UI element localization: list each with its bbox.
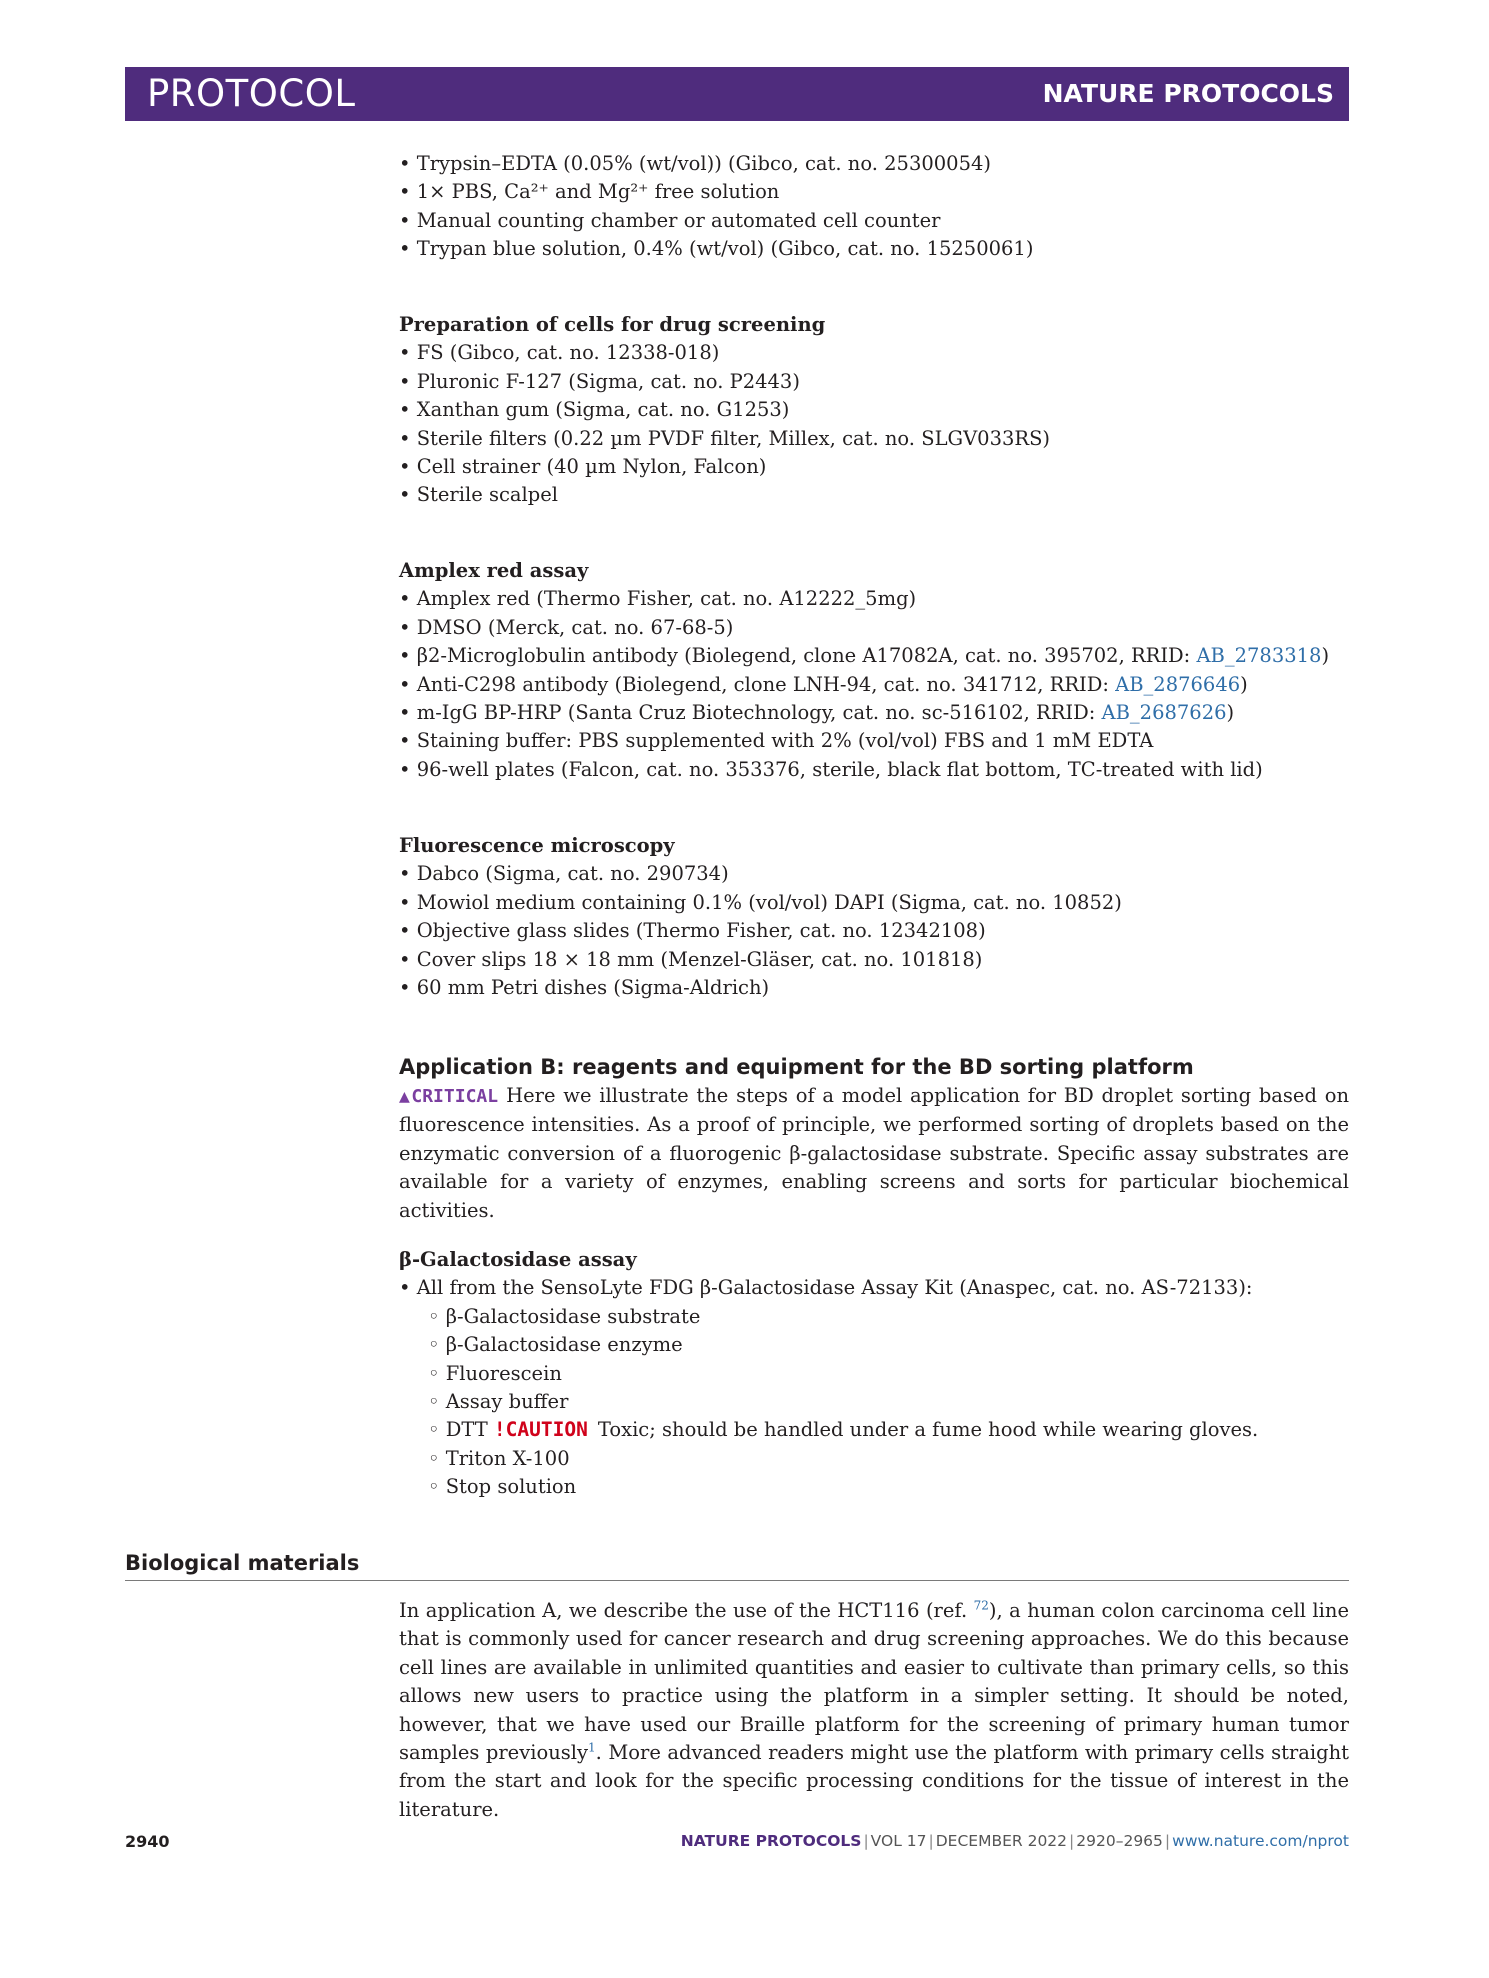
sub-list-item: [399, 1416, 1349, 1444]
caution-label: !CAUTION: [493, 1418, 588, 1442]
para-text: In application A, we describe the use of the HCT116 (ref.: [399, 1599, 974, 1622]
close-paren: ): [1321, 644, 1330, 668]
critical-label: ▲CRITICAL: [399, 1086, 499, 1107]
list-item: • Trypan blue solution, 0.4% (wt/vol) (Gibco, cat. no. 15250061): [399, 237, 1034, 261]
list-item: • Trypsin–EDTA (0.05% (wt/vol)) (Gibco, cat. no. 25300054): [399, 152, 991, 175]
close-paren: ): [1226, 701, 1235, 725]
prep-section: [399, 311, 1349, 510]
sub-list-item: ◦ Triton X-100: [428, 1446, 570, 1470]
section-title: Fluorescence microscopy: [399, 834, 675, 857]
item-text: ◦ DTT: [428, 1418, 488, 1442]
application-b-section: [399, 1052, 1349, 1225]
list-item: • Sterile filters (0.22 µm PVDF filter, Millex, cat. no. SLGV033RS): [399, 426, 1051, 450]
rrid-link[interactable]: AB_2876646: [1115, 672, 1241, 696]
header-bar: [125, 67, 1349, 121]
separator: |: [928, 1832, 934, 1850]
citation-link[interactable]: 72: [973, 1598, 989, 1613]
list-item: • Sterile scalpel: [399, 483, 559, 507]
section-label: PROTOCOL: [147, 72, 356, 115]
rrid-link[interactable]: AB_2687626: [1101, 701, 1227, 725]
para-text: ), a human colon carcinoma cell line that is commonly used for cancer research and drug screening approaches. We do this because cell lines are available in unlimited quantities and easier to cultivate than primary cells, so this allows new users to practice using the platform in a simpler setting. It should be noted, however, that we have used our Braille platform for the screening of primary human tumor samples previously: [399, 1599, 1350, 1765]
section-title: Preparation of cells for drug screening: [399, 313, 826, 336]
amplex-section: [399, 557, 1349, 784]
item-text: • Anti-C298 antibody (Biolegend, clone LNH-94, cat. no. 341712, RRID:: [399, 672, 1116, 696]
footer-url-link[interactable]: www.nature.com/nprot: [1172, 1832, 1349, 1850]
page-number: 2940: [125, 1832, 170, 1851]
section-title: β-Galactosidase assay: [399, 1248, 637, 1271]
list-item: • Dabco (Sigma, cat. no. 290734): [399, 862, 729, 886]
list-item: • 96-well plates (Falcon, cat. no. 353376, sterile, black flat bottom, TC-treated with lid): [399, 757, 1263, 781]
sub-list-item: ◦ Stop solution: [428, 1475, 577, 1499]
separator: |: [863, 1832, 869, 1850]
separator: |: [1069, 1832, 1075, 1850]
caution-text: Toxic; should be handled under a fume hood while wearing gloves.: [597, 1418, 1259, 1442]
list-item: • Cell strainer (40 µm Nylon, Falcon): [399, 455, 767, 479]
list-item: • Amplex red (Thermo Fisher, cat. no. A12222_5mg): [399, 587, 917, 611]
bio-section: [399, 1597, 1349, 1824]
para-text: . More advanced readers might use the platform with primary cells straight from the start and look for the specific processing conditions for the tissue of interest in the literature.: [399, 1741, 1349, 1821]
list-item: • 60 mm Petri dishes (Sigma-Aldrich): [399, 976, 770, 1000]
sub-list-item: ◦ β-Galactosidase enzyme: [428, 1333, 683, 1357]
list-item: [399, 642, 1349, 670]
citation-link[interactable]: 1: [588, 1740, 596, 1755]
section-title: Amplex red assay: [399, 559, 589, 582]
sub-list-item: ◦ Fluorescein: [428, 1361, 562, 1385]
sub-list-item: ◦ β-Galactosidase substrate: [428, 1304, 701, 1328]
item-text: • β2-Microglobulin antibody (Biolegend, clone A17082A, cat. no. 395702, RRID:: [399, 644, 1197, 668]
list-item: • Xanthan gum (Sigma, cat. no. G1253): [399, 398, 790, 422]
bgal-section: [399, 1246, 1349, 1502]
list-item: • Staining buffer: PBS supplemented with 2% (vol/vol) FBS and 1 mM EDTA: [399, 729, 1154, 753]
list-item: • Objective glass slides (Thermo Fisher, cat. no. 12342108): [399, 919, 986, 943]
list-item: • FS (Gibco, cat. no. 12338-018): [399, 341, 720, 365]
critical-paragraph: [399, 1082, 1349, 1225]
footer-volume: VOL 17: [870, 1832, 927, 1850]
list-item: • Mowiol medium containing 0.1% (vol/vol) DAPI (Sigma, cat. no. 10852): [399, 890, 1122, 914]
critical-text: Here we illustrate the steps of a model application for BD droplet sorting based on fluorescence intensities. As a proof of principle, we performed sorting of droplets based on the enzymatic conversion of a fluorogenic β-galactosidase substrate. Specific assay substrates are available for a variety of enzymes, enabling screens and sorts for particular biochemical activities.: [399, 1084, 1349, 1222]
rrid-link[interactable]: AB_2783318: [1196, 644, 1322, 668]
separator: |: [1164, 1832, 1171, 1850]
footer-pages: 2920–2965: [1076, 1832, 1163, 1850]
subsection-title: Application B: reagents and equipment for the BD sorting platform: [399, 1055, 1194, 1079]
list-item: • Pluronic F-127 (Sigma, cat. no. P2443): [399, 369, 800, 393]
fluor-section: [399, 832, 1349, 1002]
list-item: • Manual counting chamber or automated cell counter: [399, 208, 941, 232]
list-item: [399, 699, 1349, 727]
body-paragraph: [399, 1597, 1349, 1824]
footer-citation: [681, 1832, 1349, 1850]
close-paren: ): [1240, 672, 1248, 696]
journal-name: NATURE PROTOCOLS: [1042, 79, 1334, 108]
reagent-list-top: [399, 150, 1349, 264]
list-item: • Cover slips 18 × 18 mm (Menzel-Gläser, cat. no. 101818): [399, 947, 983, 971]
list-item: • All from the SensoLyte FDG β-Galactosidase Assay Kit (Anaspec, cat. no. AS-72133):: [399, 1276, 1253, 1300]
item-text: • m-IgG BP-HRP (Santa Cruz Biotechnology, cat. no. sc-516102, RRID:: [399, 701, 1102, 725]
footer-date: DECEMBER 2022: [935, 1832, 1068, 1850]
sub-list-item: ◦ Assay buffer: [428, 1390, 569, 1414]
list-item: • 1× PBS, Ca²⁺ and Mg²⁺ free solution: [399, 180, 780, 204]
list-item: [399, 671, 1349, 699]
list-item: • DMSO (Merck, cat. no. 67-68-5): [399, 615, 734, 639]
footer-journal: NATURE PROTOCOLS: [680, 1832, 862, 1850]
section-heading: Biological materials: [125, 1548, 1349, 1581]
